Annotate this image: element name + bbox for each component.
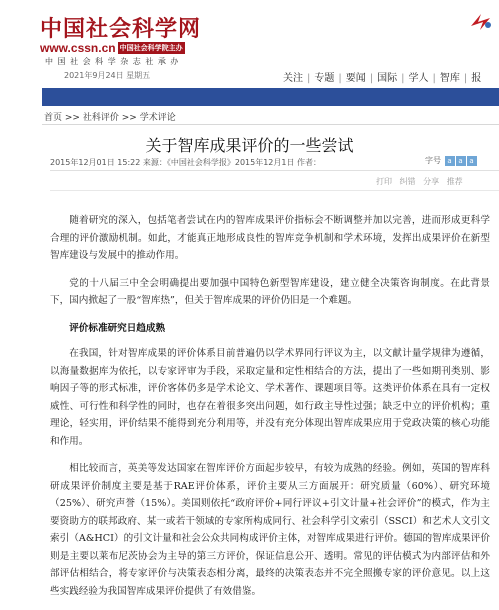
article-body	[50, 212, 490, 610]
nav-item-news[interactable]: 要闻	[345, 73, 366, 84]
article-paragraph: 相比较而言，英美等发达国家在智库评价方面起步较早，有较为成熟的经验。例如，英国的智库科研成果评价制度主要是基于RAE评价体系，评价主要从三方面展开：研究质量（60%）、研究环境（25%）、研究声誉（15%）。美国则依托“政府评价+同行评议+引文计量+社会评价”的模式，作为主要资助方的联邦政府、某一或若干领域的专家所构成同行、社会科学引文索引（SSCI）和艺术人文引文索引（A&HCI）的引文计量和社会公众共同构成评价主体，对智库成果进行评价。德国的智库成果评价则是主要以莱布尼茨协会为主导的第三方评价，保证信息公开、透明。常见的评估模式为内部评估和外部评估相结合，将专家评价与决策表态相分离，最终的决策表态并不完全照搬专家的评价意见。以上这些实践经验为我国智库成果评价提供了有效借鉴。	[50, 463, 490, 597]
article-paragraph: 党的十八届三中全会明确提出要加强中国特色新型智库建设，建立健全决策咨询制度。在此背景下，国内掀起了一股“智库热”，但关于智库成果的评价仍旧是一个难题。	[50, 277, 490, 306]
site-url-text: www.cssn.cn	[40, 41, 116, 55]
nav-item-thinktank[interactable]: 智库	[439, 73, 460, 84]
breadcrumb-home[interactable]: 首页	[44, 113, 63, 123]
breadcrumb-level1[interactable]: 社科评价	[82, 113, 119, 123]
nav-item-newspaper[interactable]: 报	[471, 73, 482, 84]
section-heading: 评价标准研究日趋成熟	[69, 322, 166, 334]
report-error-button[interactable]: 纠错	[399, 177, 416, 186]
print-button[interactable]: 打印	[376, 177, 392, 186]
breadcrumb-separator: >>	[64, 113, 80, 123]
recommend-button[interactable]: 推荐	[446, 177, 463, 186]
article-title: 关于智库成果评价的一些尝试	[145, 136, 354, 155]
font-large-button[interactable]: a	[445, 156, 455, 166]
nav-color-bar	[42, 88, 499, 106]
nav-item-topics[interactable]: 专题	[314, 73, 335, 84]
site-url	[40, 41, 185, 55]
nav-item-international[interactable]: 国际	[377, 73, 398, 84]
divider	[50, 190, 499, 191]
breadcrumb	[44, 110, 176, 123]
divider	[50, 170, 499, 171]
font-size-control	[425, 155, 477, 166]
article-meta: 2015年12月01日 15:22 来源：《中国社会科学报》2015年12月1日 作者：	[50, 158, 322, 167]
current-date: 2021年9月24日 星期五	[64, 71, 151, 80]
font-medium-button[interactable]: a	[456, 156, 466, 166]
article-tools	[376, 176, 468, 187]
publisher-line: 中 国 社 会 科 学 杂 志 社 承 办	[45, 57, 180, 66]
breadcrumb-level2[interactable]: 学术评论	[139, 113, 176, 123]
nav-item-focus[interactable]: 关注	[283, 73, 303, 84]
sponsor-badge: 中国社会科学院主办	[118, 42, 185, 54]
site-logo[interactable]: 中国社会科学网	[40, 16, 202, 42]
breadcrumb-separator: >>	[121, 113, 137, 123]
divider	[42, 124, 499, 125]
article-paragraph: 在我国，针对智库成果的评价体系目前普遍仍以学术界同行评议为主，以文献计量学规律为遵循，以海量数据库为依托，以专家评审为手段，采取定量和定性相结合的方法，提出了一些如期刊类别、影响因子等的形式标准，评价客体仍多是学术论文、学术著作、课题项目等。这类评价体系在具有一定权威性、可行性和科学性的同时，也存在着很多突出问题，如行政主导性过强；缺乏中立的评价机构；重理论，轻实用，评价结果不能得到充分利用等，并没有充分体现出智库成果应用于党政决策的核心功能和作用。	[50, 348, 490, 447]
main-nav: 关注 | 专题 | 要闻 | 国际 | 学人 | 智库 | 报	[280, 69, 484, 84]
corner-logo-icon	[468, 10, 494, 32]
site-header	[0, 0, 499, 88]
article-paragraph: 随着研究的深入，包括笔者尝试在内的智库成果评价指标会不断调整并加以完善，进而形成更科学合理的评价激励机制。如此，才能真正地形成良性的智库竞争机制和学术环境，发挥出成果评价在新型智库建设与发展中的推动作用。	[50, 215, 490, 261]
font-size-label: 字号	[425, 156, 441, 165]
nav-item-scholars[interactable]: 学人	[408, 73, 429, 84]
share-button[interactable]: 分享	[423, 177, 440, 186]
font-small-button[interactable]: a	[467, 156, 477, 166]
